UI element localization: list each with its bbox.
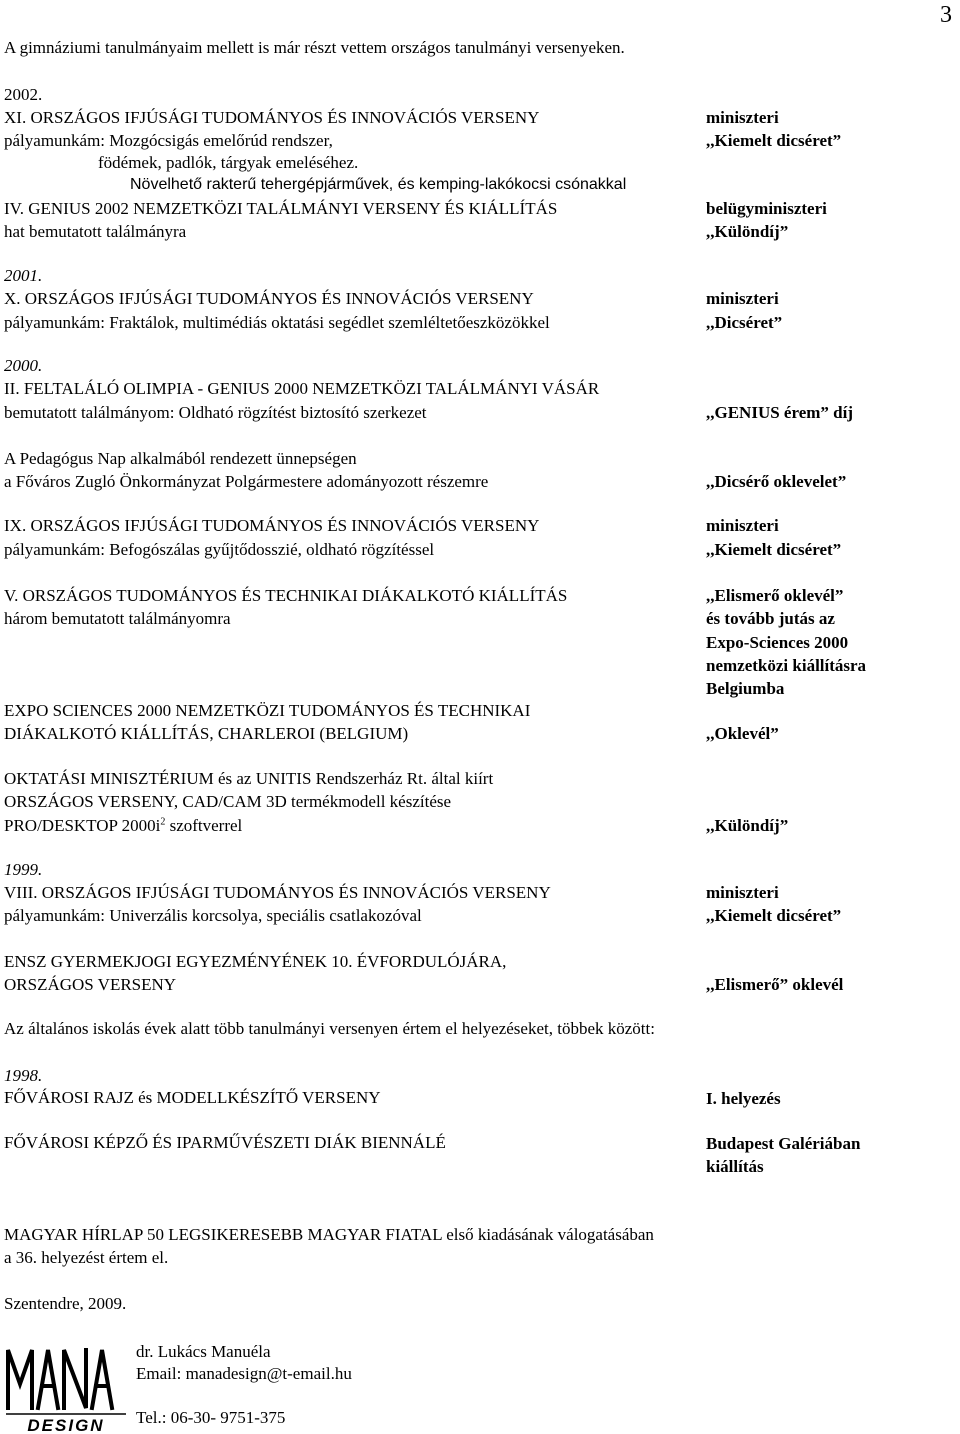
competition-title-rajz: FŐVÁROSI RAJZ és MODELLKÉSZÍTŐ VERSENY [4,1088,381,1107]
award-pedagogus: ,,Dicsérő oklevelet” [706,472,847,491]
award-ensz: ,,Elismerő” oklevél [706,975,844,994]
award-expo: ,,Oklevél” [706,724,779,743]
oktatasi-line1: OKTATÁSI MINISZTÉRIUM és az UNITIS Rendszerház Rt. által kiírt [4,769,494,788]
competition-title-xi: XI. ORSZÁGOS IFJÚSÁGI TUDOMÁNYOS ÉS INNOVÁCIÓS VERSENY [4,108,540,127]
oktatasi-line3-suffix: szoftverrel [165,816,243,835]
project-xi-line2: födémek, padlók, tárgyak emeléséhez. [98,153,359,172]
competition-title-v: V. ORSZÁGOS TUDOMÁNYOS ÉS TECHNIKAI DIÁKALKOTÓ KIÁLLÍTÁS [4,586,568,605]
award-level-xi: miniszteri [706,108,779,127]
award-biennale-line1: Budapest Galériában [706,1134,861,1153]
signature-email: Email: manadesign@t-email.hu [136,1364,352,1383]
award-ix: ,,Kiemelt dicséret” [706,540,842,559]
award-viii: ,,Kiemelt dicséret” [706,906,842,925]
award-v-line4: nemzetközi kiállításra [706,656,867,675]
award-level-ix: miniszteri [706,516,779,535]
competition-title-biennale: FŐVÁROSI KÉPZŐ ÉS IPARMŰVÉSZETI DIÁK BIENNÁLÉ [4,1133,446,1152]
project-x: pályamunkám: Fraktálok, multimédiás oktatási segédlet szemléltetőeszközökkel [4,313,550,332]
competition-title-viii: VIII. ORSZÁGOS IFJÚSÁGI TUDOMÁNYOS ÉS INNOVÁCIÓS VERSENY [4,883,551,902]
pedagogus-line2: a Főváros Zugló Önkormányzat Polgármestere adományozott részemre [4,472,489,491]
hirlap-line2: a 36. helyezést értem el. [4,1248,169,1267]
award-v-line3: Expo-Sciences 2000 [706,633,849,652]
year-2002: 2002. [4,85,43,104]
hirlap-line1: MAGYAR HÍRLAP 50 LEGSIKERESEBB MAGYAR FIATAL első kiadásának válogatásában [4,1225,654,1244]
project-v: három bemutatott találmányomra [4,609,231,628]
oktatasi-line3 [4,816,242,836]
general-text: Az általános iskolás évek alatt több tanulmányi versenyen értem el helyezéseket, többek között: [4,1019,655,1038]
year-1998: 1998. [4,1066,43,1085]
ensz-line1: ENSZ GYERMEKJOGI EGYEZMÉNYÉNEK 10. ÉVFORDULÓJÁRA, [4,952,507,971]
award-biennale-line2: kiállítás [706,1157,764,1176]
page-number: 3 [940,2,952,28]
award-x: ,,Dicséret” [706,313,783,332]
project-viii: pályamunkám: Univerzális korcsolya, speciális csatlakozóval [4,906,422,925]
award-olimpia: ,,GENIUS érem” díj [706,403,854,422]
ensz-line2: ORSZÁGOS VERSENY [4,975,177,994]
expo-line1: EXPO SCIENCES 2000 NEMZETKÖZI TUDOMÁNYOS ÉS TECHNIKAI [4,701,531,720]
pedagogus-line1: A Pedagógus Nap alkalmából rendezett ünnepségen [4,449,357,468]
oktatasi-line2: ORSZÁGOS VERSENY, CAD/CAM 3D termékmodell készítése [4,792,452,811]
award-level-viii: miniszteri [706,883,779,902]
mana-design-logo [2,1338,130,1434]
expo-line2: DIÁKALKOTÓ KIÁLLÍTÁS, CHARLEROI (BELGIUM) [4,724,409,743]
competition-title-ix: IX. ORSZÁGOS IFJÚSÁGI TUDOMÁNYOS ÉS INNOVÁCIÓS VERSENY [4,516,540,535]
competition-title-olimpia: II. FELTALÁLÓ OLIMPIA - GENIUS 2000 NEMZETKÖZI TALÁLMÁNYI VÁSÁR [4,379,600,398]
award-v-line2: és tovább jutás az [706,609,835,628]
award-oktatasi: ,,Különdíj” [706,816,789,835]
award-level-genius-2002: belügyminiszteri [706,199,827,218]
oktatasi-line3-software: PRO/DESKTOP 2000i [4,816,161,835]
competition-title-x: X. ORSZÁGOS IFJÚSÁGI TUDOMÁNYOS ÉS INNOVÁCIÓS VERSENY [4,289,534,308]
project-xi-line1: pályamunkám: Mozgócsigás emelőrúd rendszer, [4,131,333,150]
intro-text: A gimnáziumi tanulmányaim mellett is már részt vettem országos tanulmányi versenyeken. [4,38,625,57]
signature-name: dr. Lukács Manuéla [136,1342,271,1361]
project-ix: pályamunkám: Befogószálas gyűjtődosszié, oldható rögzítéssel [4,540,435,559]
award-level-x: miniszteri [706,289,779,308]
signature-phone: Tel.: 06-30- 9751-375 [136,1408,286,1427]
award-rajz: I. helyezés [706,1089,781,1108]
project-olimpia: bemutatott találmányom: Oldható rögzítést biztosító szerkezet [4,403,427,422]
oktatasi-line3-sup: 2 [160,816,166,828]
award-xi: ,,Kiemelt dicséret” [706,131,842,150]
project-xi-line3: Növelhető rakterű tehergépjárművek, és kemping-lakókocsi csónakkal [130,176,627,193]
award-v-line5: Belgiumba [706,679,785,698]
year-1999: 1999. [4,860,43,879]
place-date: Szentendre, 2009. [4,1294,127,1313]
project-genius-2002: hat bemutatott találmányra [4,222,187,241]
year-2001: 2001. [4,266,43,285]
logo-bottom-text: DESIGN [27,1416,105,1434]
year-2000: 2000. [4,356,43,375]
competition-title-genius-2002: IV. GENIUS 2002 NEMZETKÖZI TALÁLMÁNYI VERSENY ÉS KIÁLLÍTÁS [4,199,558,218]
award-v: ,,Elismerő oklevél” [706,586,844,605]
award-genius-2002: ,,Különdíj” [706,222,789,241]
